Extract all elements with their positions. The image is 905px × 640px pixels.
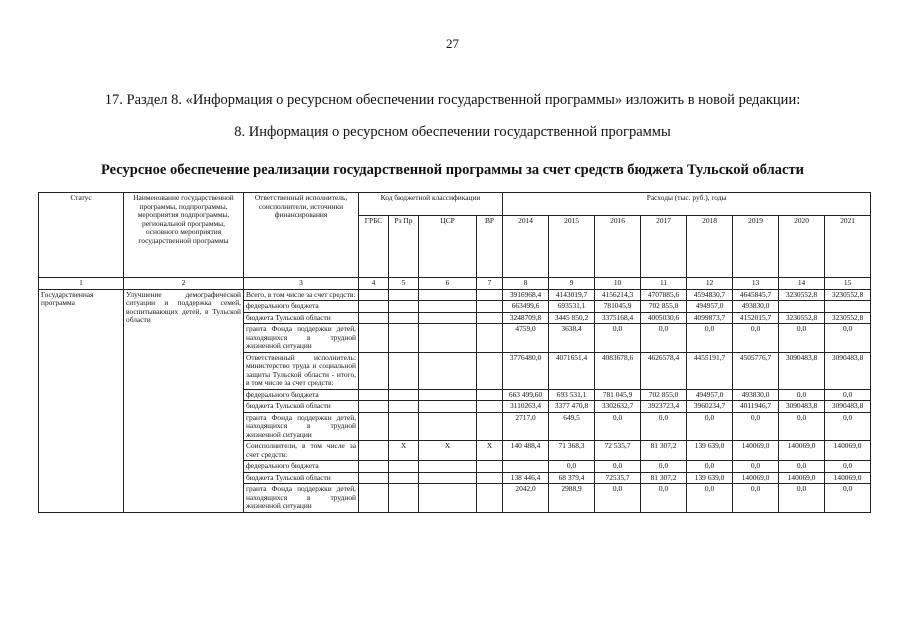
vr-cell [477, 352, 503, 389]
rz-cell [389, 301, 419, 313]
grbs-cell [359, 412, 389, 441]
value-cell: 4083678,6 [595, 352, 641, 389]
csr-cell [419, 324, 477, 353]
vr-cell [477, 324, 503, 353]
value-cell: 139 639,0 [687, 441, 733, 461]
grbs-cell [359, 389, 389, 401]
header-rz: Рз Пр [389, 216, 419, 278]
table-title: Ресурсное обеспечение реализации государственной программы за счет средств бюджета Тульской области [101, 162, 804, 178]
grbs-cell [359, 289, 389, 301]
value-cell: 0,0 [825, 324, 871, 353]
table-row [39, 289, 871, 301]
value-cell: 4156214,3 [595, 289, 641, 301]
value-cell: 3776480,0 [503, 352, 549, 389]
value-cell: 0,0 [549, 461, 595, 473]
value-cell: 140069,0 [825, 441, 871, 461]
vr-cell [477, 289, 503, 301]
source-cell: Соисполнители, в том числе за счет средств: [244, 441, 359, 461]
header-csr: ЦСР [419, 216, 477, 278]
vr-cell [477, 484, 503, 513]
header-year: 2020 [779, 216, 825, 278]
col-number: 9 [549, 278, 595, 290]
source-cell: гранта Фонда поддержки детей, находящихся в трудной жизненной ситуации [244, 484, 359, 513]
header-year: 2017 [641, 216, 687, 278]
csr-cell [419, 389, 477, 401]
grbs-cell [359, 441, 389, 461]
value-cell: 140 488,4 [503, 441, 549, 461]
value-cell: 4645845,7 [733, 289, 779, 301]
value-cell: 0,0 [733, 412, 779, 441]
section-title: 8. Информация о ресурсном обеспечении государственной программы [234, 124, 671, 140]
header-year: 2014 [503, 216, 549, 278]
csr-cell [419, 289, 477, 301]
value-cell: 0,0 [687, 461, 733, 473]
value-cell: 3090483,8 [779, 352, 825, 389]
value-cell: 3248709,8 [503, 312, 549, 324]
value-cell: 4005030,6 [641, 312, 687, 324]
value-cell: 0,0 [641, 461, 687, 473]
col-number: 6 [419, 278, 477, 290]
grbs-cell [359, 401, 389, 413]
value-cell: 140069,0 [779, 472, 825, 484]
value-cell: 3638,4 [549, 324, 595, 353]
value-cell: 4455191,7 [687, 352, 733, 389]
value-cell: 0,0 [779, 324, 825, 353]
value-cell: 81 307,2 [641, 472, 687, 484]
value-cell: 493830,0 [733, 389, 779, 401]
value-cell: 3377 470,8 [549, 401, 595, 413]
program-name-cell: Улучшение демографической ситуации и поддержка семей, воспитывающих детей, в Тульской области [124, 289, 244, 512]
header-code: Код бюджетной классификации [359, 193, 503, 216]
header-row [39, 193, 871, 216]
value-cell: 0,0 [825, 484, 871, 513]
value-cell: 0,0 [687, 484, 733, 513]
value-cell: 3110263,4 [503, 401, 549, 413]
source-cell: федерального бюджета [244, 389, 359, 401]
col-number: 8 [503, 278, 549, 290]
value-cell: 3230552,8 [779, 312, 825, 324]
resource-table [38, 192, 871, 513]
value-cell: 702 855,0 [641, 301, 687, 313]
value-cell: 4011946,7 [733, 401, 779, 413]
header-name: Наименование государственной программы, подпрограммы, мероприятия подпрограммы, региональной программы, основного мероприятия государственной программы [124, 193, 244, 278]
grbs-cell [359, 301, 389, 313]
value-cell: 493830,0 [733, 301, 779, 313]
value-cell: 693 531,1 [549, 389, 595, 401]
col-number: 11 [641, 278, 687, 290]
value-cell: 0,0 [825, 461, 871, 473]
source-cell: федерального бюджета [244, 461, 359, 473]
value-cell: 0,0 [641, 484, 687, 513]
col-number: 4 [359, 278, 389, 290]
rz-cell [389, 461, 419, 473]
value-cell: 0,0 [687, 324, 733, 353]
header-year: 2018 [687, 216, 733, 278]
csr-cell [419, 412, 477, 441]
rz-cell [389, 401, 419, 413]
source-cell: федерального бюджета [244, 301, 359, 313]
col-number: 14 [779, 278, 825, 290]
value-cell: 0,0 [733, 461, 779, 473]
rz-cell [389, 324, 419, 353]
value-cell: 140069,0 [733, 441, 779, 461]
value-cell: 138 446,4 [503, 472, 549, 484]
value-cell: 71 368,3 [549, 441, 595, 461]
value-cell: 649,5 [549, 412, 595, 441]
grbs-cell [359, 312, 389, 324]
col-number: 5 [389, 278, 419, 290]
csr-cell [419, 352, 477, 389]
value-cell: 0,0 [733, 324, 779, 353]
grbs-cell [359, 484, 389, 513]
vr-cell: X [477, 441, 503, 461]
source-cell: бюджета Тульской области [244, 312, 359, 324]
value-cell: 3230552,8 [779, 289, 825, 301]
value-cell: 0,0 [779, 461, 825, 473]
value-cell: 3090483,8 [779, 401, 825, 413]
header-year: 2015 [549, 216, 595, 278]
value-cell: 2717,0 [503, 412, 549, 441]
vr-cell [477, 312, 503, 324]
value-cell: 4505776,7 [733, 352, 779, 389]
csr-cell [419, 472, 477, 484]
csr-cell [419, 401, 477, 413]
rz-cell [389, 412, 419, 441]
rz-cell [389, 472, 419, 484]
header-status: Статус [39, 193, 124, 278]
value-cell: 3230552,8 [825, 289, 871, 301]
value-cell: 140069,0 [733, 472, 779, 484]
value-cell: 3230552,8 [825, 312, 871, 324]
grbs-cell [359, 352, 389, 389]
csr-cell [419, 312, 477, 324]
source-cell: Ответственный исполнитель: министерство труда и социальной защиты Тульской области - итого, в том числе за счет средств: [244, 352, 359, 389]
col-number: 7 [477, 278, 503, 290]
value-cell: 4594830,7 [687, 289, 733, 301]
header-grbs: ГРБС [359, 216, 389, 278]
vr-cell [477, 461, 503, 473]
status-cell: Государственная программа [39, 289, 124, 512]
value-cell: 4152015,7 [733, 312, 779, 324]
value-cell: 4759,0 [503, 324, 549, 353]
value-cell: 0,0 [595, 412, 641, 441]
value-cell: 0,0 [779, 389, 825, 401]
csr-cell [419, 301, 477, 313]
source-cell: бюджета Тульской области [244, 401, 359, 413]
value-cell: 0,0 [733, 484, 779, 513]
value-cell: 0,0 [595, 461, 641, 473]
vr-cell [477, 472, 503, 484]
value-cell: 0,0 [779, 484, 825, 513]
value-cell: 0,0 [779, 412, 825, 441]
csr-cell [419, 484, 477, 513]
value-cell: 139 639,0 [687, 472, 733, 484]
rz-cell [389, 312, 419, 324]
value-cell: 693531,1 [549, 301, 595, 313]
value-cell: 2042,0 [503, 484, 549, 513]
value-cell: 3445 850,2 [549, 312, 595, 324]
value-cell: 72535,7 [595, 472, 641, 484]
rz-cell [389, 389, 419, 401]
rz-cell [389, 484, 419, 513]
value-cell [503, 461, 549, 473]
value-cell: 3916968,4 [503, 289, 549, 301]
value-cell: 0,0 [687, 412, 733, 441]
value-cell: 4099873,7 [687, 312, 733, 324]
value-cell: 3090483,8 [825, 401, 871, 413]
source-cell: Всего, в том числе за счет средств: [244, 289, 359, 301]
rz-cell [389, 289, 419, 301]
value-cell: 72 535,7 [595, 441, 641, 461]
value-cell: 663 499,60 [503, 389, 549, 401]
value-cell: 4626578,4 [641, 352, 687, 389]
value-cell: 4143019,7 [549, 289, 595, 301]
csr-cell: X [419, 441, 477, 461]
value-cell: 3960234,7 [687, 401, 733, 413]
header-year: 2019 [733, 216, 779, 278]
value-cell: 3090483,8 [825, 352, 871, 389]
col-number: 15 [825, 278, 871, 290]
value-cell: 0,0 [595, 324, 641, 353]
amendment-instruction: 17. Раздел 8. «Информация о ресурсном обеспечении государственной программы» изложить в новой редакции: [104, 92, 801, 108]
value-cell: 4707885,6 [641, 289, 687, 301]
col-number: 2 [124, 278, 244, 290]
grbs-cell [359, 472, 389, 484]
value-cell: 702 855,0 [641, 389, 687, 401]
page-number: 27 [446, 36, 459, 51]
csr-cell [419, 461, 477, 473]
grbs-cell [359, 324, 389, 353]
rz-cell [389, 352, 419, 389]
header-year: 2016 [595, 216, 641, 278]
header-vr: ВР [477, 216, 503, 278]
value-cell: 68 379,4 [549, 472, 595, 484]
value-cell: 781045,9 [595, 301, 641, 313]
col-number: 13 [733, 278, 779, 290]
value-cell: 140069,0 [779, 441, 825, 461]
value-cell: 3302632,7 [595, 401, 641, 413]
source-cell: гранта Фонда поддержки детей, находящихся в трудной жизненной ситуации [244, 324, 359, 353]
value-cell: 0,0 [825, 412, 871, 441]
value-cell: 494957,0 [687, 389, 733, 401]
vr-cell [477, 401, 503, 413]
value-cell: 0,0 [825, 389, 871, 401]
col-number: 12 [687, 278, 733, 290]
value-cell: 140069,0 [825, 472, 871, 484]
rz-cell: X [389, 441, 419, 461]
source-cell: гранта Фонда поддержки детей, находящихся в трудной жизненной ситуации [244, 412, 359, 441]
vr-cell [477, 412, 503, 441]
value-cell: 3375168,4 [595, 312, 641, 324]
vr-cell [477, 389, 503, 401]
value-cell: 0,0 [641, 324, 687, 353]
value-cell: 781 045,9 [595, 389, 641, 401]
header-year: 2021 [825, 216, 871, 278]
value-cell: 494957,0 [687, 301, 733, 313]
col-number: 10 [595, 278, 641, 290]
grbs-cell [359, 461, 389, 473]
value-cell: 0,0 [595, 484, 641, 513]
source-cell: бюджета Тульской области [244, 472, 359, 484]
value-cell [825, 301, 871, 313]
col-number: 3 [244, 278, 359, 290]
col-number: 1 [39, 278, 124, 290]
vr-cell [477, 301, 503, 313]
value-cell: 663499,6 [503, 301, 549, 313]
value-cell: 3923723,4 [641, 401, 687, 413]
value-cell: 0,0 [641, 412, 687, 441]
value-cell: 2988,9 [549, 484, 595, 513]
value-cell: 81 307,2 [641, 441, 687, 461]
header-executor: Ответственный исполнитель, соисполнители, источники финансирования [244, 193, 359, 278]
value-cell: 4071651,4 [549, 352, 595, 389]
column-number-row [39, 278, 871, 290]
header-expenses: Расходы (тыс. руб.), годы [503, 193, 871, 216]
value-cell [779, 301, 825, 313]
